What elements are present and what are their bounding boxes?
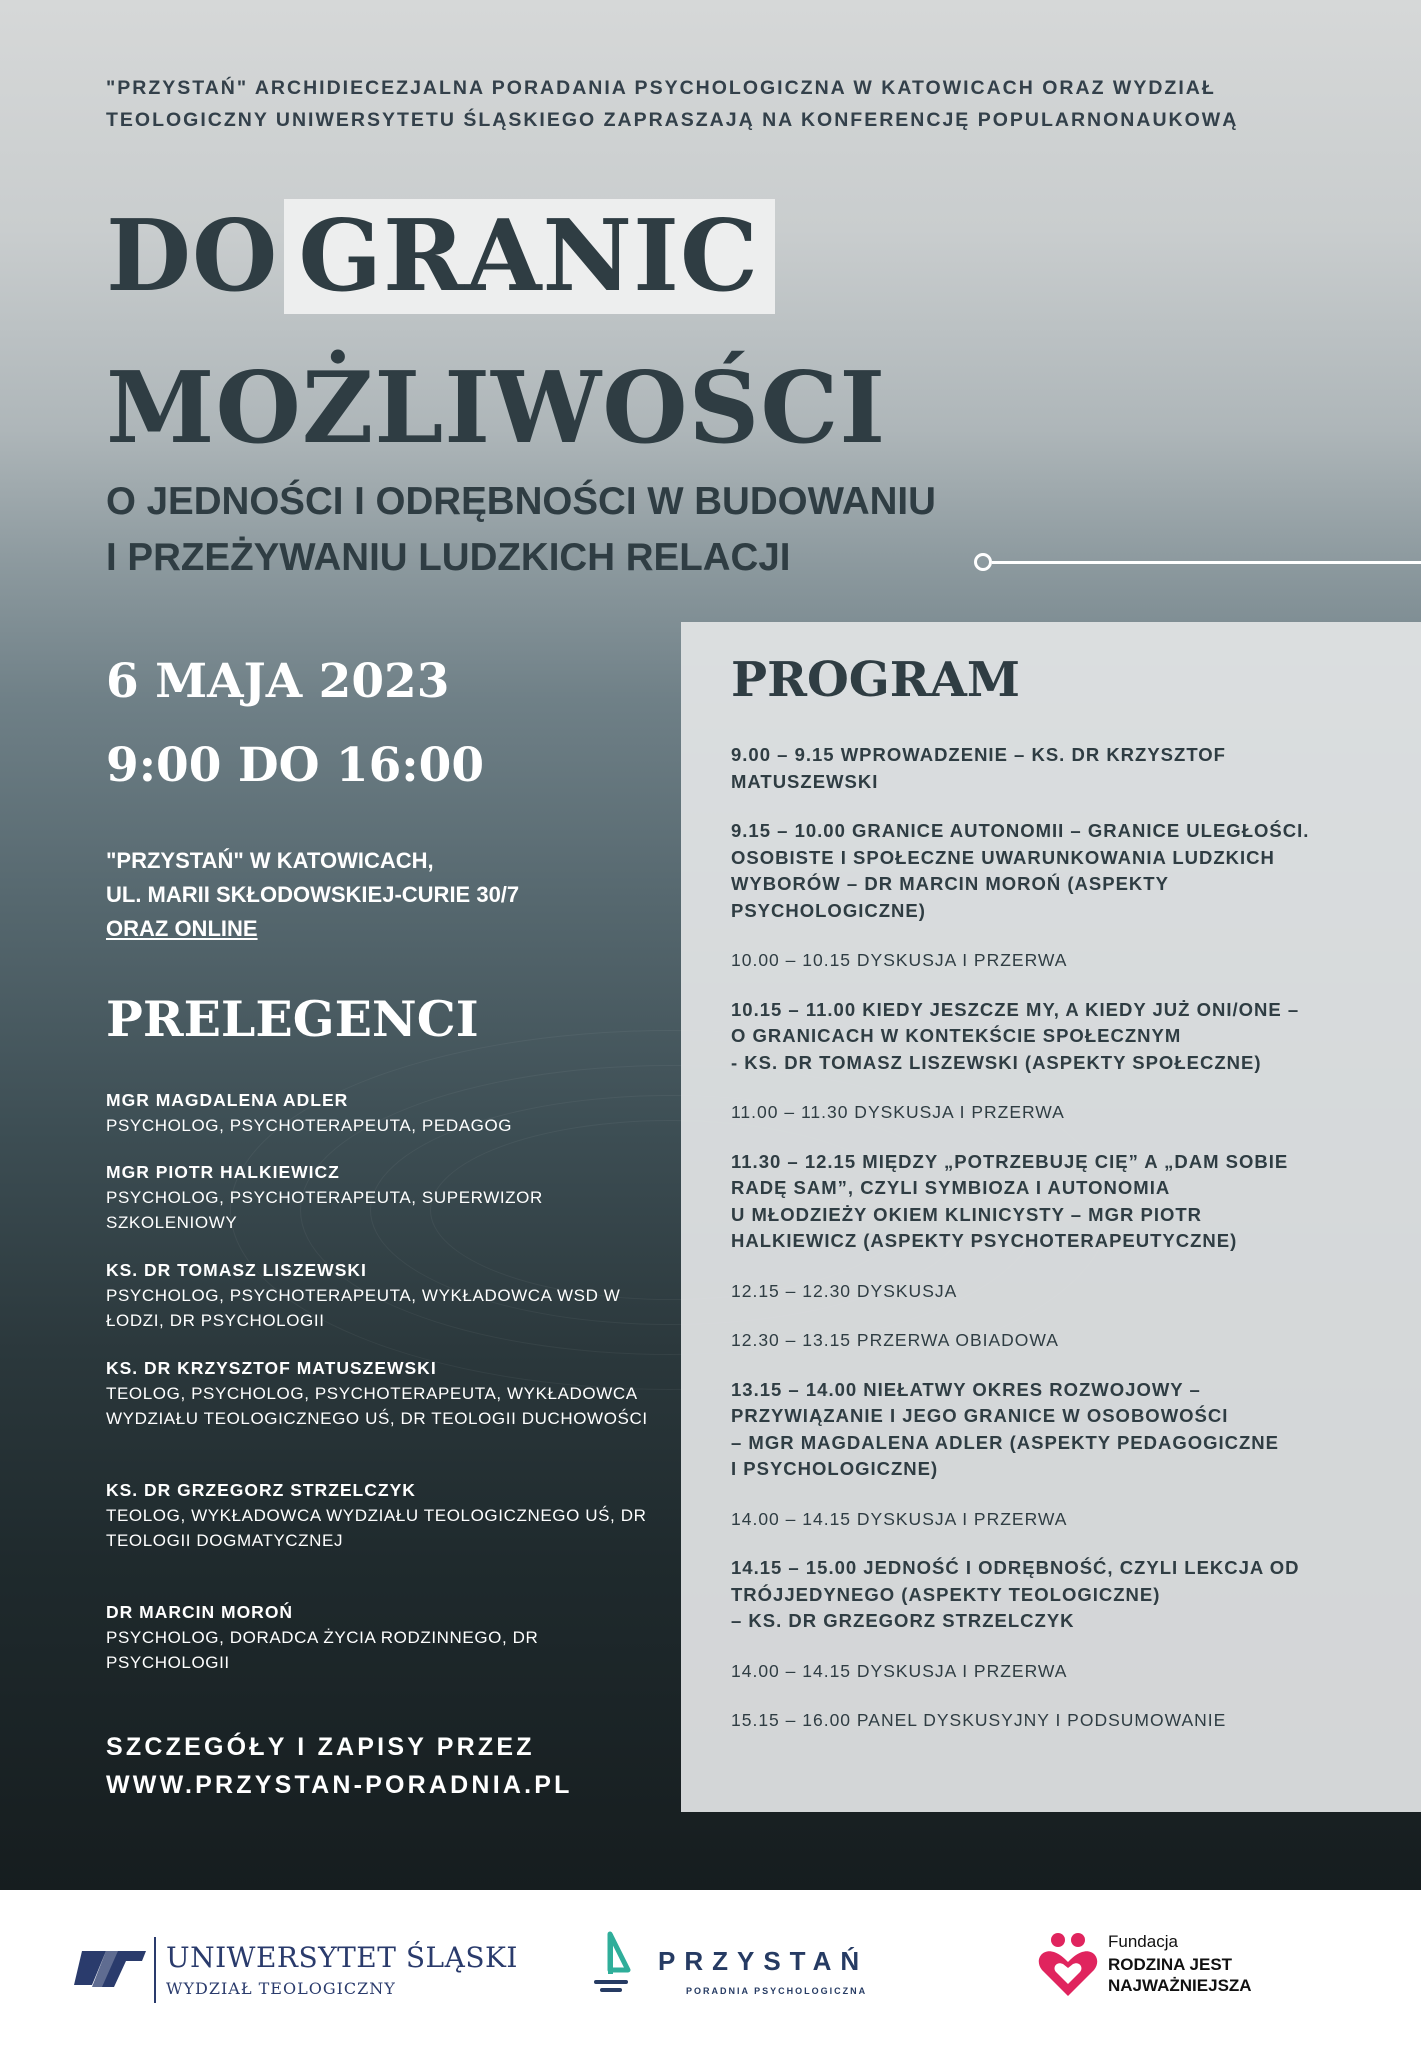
speaker-name: DR MARCIN MOROŃ xyxy=(106,1602,294,1622)
fundacja-line-2: RODZINA JEST xyxy=(1108,1955,1233,1974)
program-item xyxy=(731,1149,1391,1255)
program-item-line: WYBORÓW – DR MARCIN MOROŃ (ASPEKTY xyxy=(731,873,1169,894)
title-word-do: DO xyxy=(106,199,279,314)
registration-label: SZCZEGÓŁY I ZAPISY PRZEZ xyxy=(106,1733,535,1761)
program-panel xyxy=(681,622,1421,1812)
subtitle-line-2: I PRZEŻYWANIU LUDZKICH RELACJI xyxy=(106,536,791,579)
venue-online-link[interactable]: ORAZ ONLINE xyxy=(106,916,258,941)
speakers-heading: PRELEGENCI xyxy=(106,990,479,1048)
fundacja-line-3: NAJWAŻNIEJSZA xyxy=(1108,1976,1252,1995)
speaker-name: MGR MAGDALENA ADLER xyxy=(106,1090,349,1110)
venue-line-2: UL. MARII SKŁODOWSKIEJ-CURIE 30/7 xyxy=(106,882,520,907)
sail-icon xyxy=(590,1930,634,2000)
speaker-desc: PSYCHOLOG, PSYCHOTERAPEUTA, PEDAGOG xyxy=(106,1116,513,1135)
speaker-desc: PSYCHOLOG, DORADCA ŻYCIA RODZINNEGO, DR PSYCHOLOGII xyxy=(106,1628,539,1672)
przystan-logo xyxy=(590,1930,890,2010)
program-item xyxy=(731,1377,1391,1483)
speaker-desc: TEOLOG, WYKŁADOWCA WYDZIAŁU TEOLOGICZNEGO UŚ, DR TEOLOGII DOGMATYCZNEJ xyxy=(106,1506,647,1550)
family-heart-icon xyxy=(1036,1932,1100,1998)
speaker-item xyxy=(106,1258,666,1333)
program-item-line: 14.15 – 15.00 JEDNOŚĆ I ODRĘBNOŚĆ, CZYLI LEKCJA OD xyxy=(731,1557,1300,1578)
program-item-line: U MŁODZIEŻY OKIEM KLINICYSTY – MGR PIOTR xyxy=(731,1203,1203,1225)
program-item-line: 11.30 – 12.15 MIĘDZY „POTRZEBUJĘ CIĘ” A „DAM SOBIE xyxy=(731,1150,1289,1172)
event-date xyxy=(106,640,484,808)
speaker-desc: PSYCHOLOG, PSYCHOTERAPEUTA, WYKŁADOWCA WSD W ŁODZI, DR PSYCHOLOGII xyxy=(106,1286,621,1330)
program-item xyxy=(731,997,1391,1077)
speaker-desc: PSYCHOLOG, PSYCHOTERAPEUTA, SUPERWIZOR SZKOLENIOWY xyxy=(106,1188,543,1232)
fundacja-logo xyxy=(1036,1932,1336,2012)
program-item-line: 14.00 – 14.15 DYSKUSJA I PRZERWA xyxy=(731,1508,1068,1529)
speaker-name: KS. DR TOMASZ LISZEWSKI xyxy=(106,1260,367,1280)
us-divider xyxy=(154,1937,156,2003)
program-item-line: 12.30 – 13.15 PRZERWA OBIADOWA xyxy=(731,1330,1059,1350)
speaker-item xyxy=(106,1600,666,1675)
subtitle xyxy=(106,474,936,586)
event-time: 9:00 DO 16:00 xyxy=(106,738,485,793)
program-item xyxy=(731,742,1391,795)
program-item-line: 10.00 – 10.15 DYSKUSJA I PRZERWA xyxy=(731,950,1068,970)
event-day: 6 MAJA 2023 xyxy=(106,654,450,709)
program-item xyxy=(731,947,1391,974)
program-item xyxy=(731,1658,1391,1685)
program-item-line: - KS. DR TOMASZ LISZEWSKI (ASPEKTY SPOŁECZNE) xyxy=(731,1051,1262,1073)
uniwersytet-slaski-logo xyxy=(72,1935,518,2005)
speaker-desc: TEOLOG, PSYCHOLOG, PSYCHOTERAPEUTA, WYKŁADOWCA WYDZIAŁU TEOLOGICZNEGO UŚ, DR TEOLOGII DUCHOWOŚCI xyxy=(106,1384,648,1428)
program-item-line: 15.15 – 16.00 PANEL DYSKUSYJNY I PODSUMOWANIE xyxy=(731,1710,1227,1730)
speaker-name: KS. DR GRZEGORZ STRZELCZYK xyxy=(106,1480,416,1500)
program-item-line: PRZYWIĄZANIE I JEGO GRANICE W OSOBOWOŚCI xyxy=(731,1405,1229,1426)
program-item xyxy=(731,1327,1391,1354)
program-item-line: 9.15 – 10.00 GRANICE AUTONOMII – GRANICE ULEGŁOŚCI. xyxy=(731,820,1310,841)
program-item-line: 12.15 – 12.30 DYSKUSJA xyxy=(731,1280,958,1301)
program-item-line: – MGR MAGDALENA ADLER (ASPEKTY PEDAGOGICZNE xyxy=(731,1431,1280,1453)
program-item xyxy=(731,1555,1391,1635)
program-item-line: – KS. DR GRZEGORZ STRZELCZYK xyxy=(731,1610,1075,1631)
program-item-line: 11.00 – 11.30 DYSKUSJA I PRZERWA xyxy=(731,1102,1065,1122)
program-item xyxy=(731,818,1391,924)
speaker-item xyxy=(106,1160,666,1235)
footer-logos xyxy=(0,1890,1421,2048)
us-emblem-icon xyxy=(72,1943,148,1995)
speaker-item xyxy=(106,1356,666,1431)
intro-text xyxy=(106,72,1346,136)
fundacja-line-1: Fundacja xyxy=(1108,1932,1178,1951)
program-item-line: I PSYCHOLOGICZNE) xyxy=(731,1458,939,1479)
program-item-line: 14.00 – 14.15 DYSKUSJA I PRZERWA xyxy=(731,1660,1068,1681)
program-heading: PROGRAM xyxy=(731,652,1021,708)
program-item-line: OSOBISTE I SPOŁECZNE UWARUNKOWANIA LUDZKICH xyxy=(731,846,1275,868)
main-title-line-2: MOŻLIWOŚCI xyxy=(106,351,887,466)
registration-info xyxy=(106,1728,573,1804)
speaker-name: KS. DR KRZYSZTOF MATUSZEWSKI xyxy=(106,1358,437,1378)
program-item xyxy=(731,1506,1391,1533)
program-item-line: HALKIEWICZ (ASPEKTY PSYCHOTERAPEUTYCZNE) xyxy=(731,1230,1238,1251)
us-title: UNIWERSYTET ŚLĄSKI xyxy=(166,1941,518,1974)
przystan-title: PRZYSTAŃ xyxy=(658,1946,869,1976)
connector-dot-icon xyxy=(974,553,992,571)
connector-line xyxy=(992,561,1421,564)
main-title-line-1 xyxy=(106,199,775,314)
program-item-line: 10.15 – 11.00 KIEDY JESZCZE MY, A KIEDY JUŻ ONI/ONE – xyxy=(731,998,1300,1020)
program-item-line: TRÓJJEDYNEGO (ASPEKTY TEOLOGICZNE) xyxy=(731,1583,1161,1605)
program-item-line: O GRANICACH W KONTEKŚCIE SPOŁECZNYM xyxy=(731,1025,1182,1046)
intro-line-1: "PRZYSTAŃ" ARCHIDIECEZJALNA PORADANIA PSYCHOLOGICZNA W KATOWICACH ORAZ WYDZIAŁ xyxy=(106,77,1216,99)
us-subtitle: WYDZIAŁ TEOLOGICZNY xyxy=(166,1979,396,1998)
intro-line-2: TEOLOGICZNY UNIWERSYTETU ŚLĄSKIEGO ZAPRASZAJĄ NA KONFERENCJĘ POPULARNONAUKOWĄ xyxy=(106,109,1239,131)
title-word-granic-highlight: GRANIC xyxy=(284,199,775,314)
venue xyxy=(106,844,519,946)
program-item-line: RADĘ SAM”, CZYLI SYMBIOZA I AUTONOMIA xyxy=(731,1177,1171,1198)
program-item-line: PSYCHOLOGICZNE) xyxy=(731,899,926,921)
program-item xyxy=(731,1707,1391,1734)
speaker-name: MGR PIOTR HALKIEWICZ xyxy=(106,1162,340,1182)
program-item-line: MATUSZEWSKI xyxy=(731,770,879,792)
program-item xyxy=(731,1099,1391,1126)
speaker-item xyxy=(106,1088,666,1138)
przystan-subtitle: PORADNIA PSYCHOLOGICZNA xyxy=(686,1986,868,1996)
website-link[interactable]: WWW.PRZYSTAN-PORADNIA.PL xyxy=(106,1771,573,1799)
program-item-line: 9.00 – 9.15 WPROWADZENIE – KS. DR KRZYSZTOF xyxy=(731,744,1226,765)
program-item-line: 13.15 – 14.00 NIEŁATWY OKRES ROZWOJOWY – xyxy=(731,1378,1201,1400)
venue-line-1: "PRZYSTAŃ" W KATOWICACH, xyxy=(106,848,434,873)
subtitle-line-1: O JEDNOŚCI I ODRĘBNOŚCI W BUDOWANIU xyxy=(106,480,936,523)
connector-line-decoration xyxy=(974,552,1421,572)
program-item xyxy=(731,1278,1391,1305)
speaker-item xyxy=(106,1478,666,1553)
